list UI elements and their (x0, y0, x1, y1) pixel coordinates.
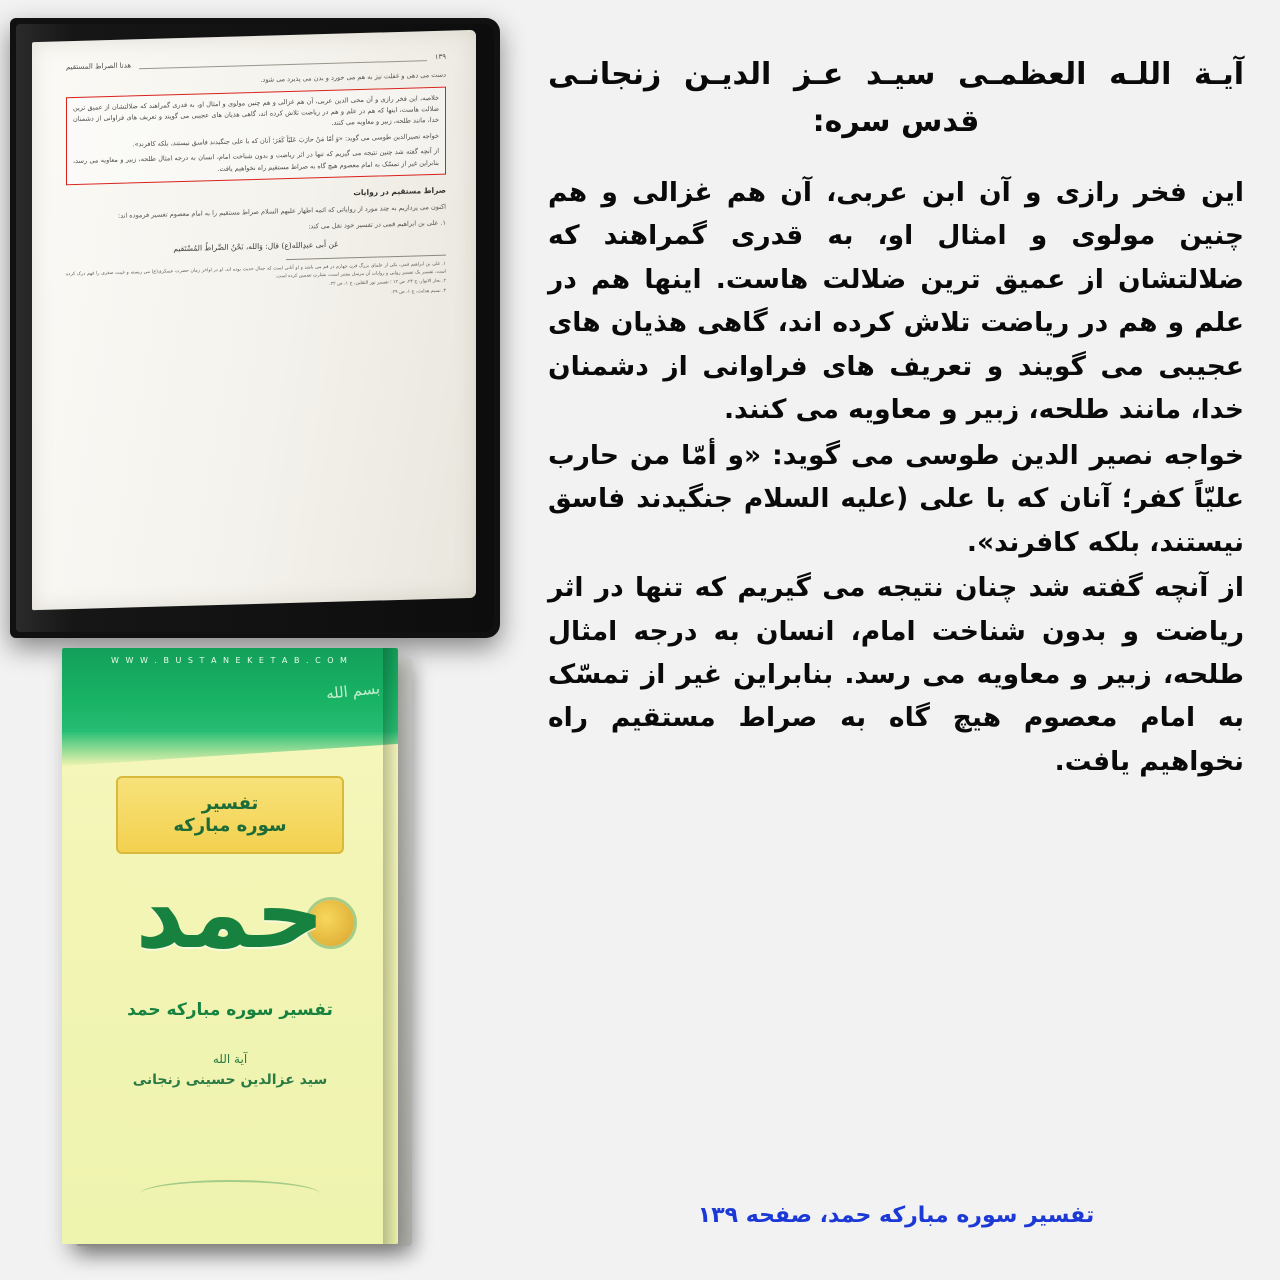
cover-author-label: آیة الله (212, 1052, 248, 1066)
highlight-paragraph-1: خلاصه، این فخر رازی و آن محی الدین عربی، آن هم غزالی و هم چنین مولوی و امثال او، به قدری گمراهند که ضلالتشان از عمیق ترین ضلالت هاست، اینها که هم در علم و هم در ریاضت تلاش کرده اند، گاهی هذیان های عجیبی می گویند و تعریف های فراوانی از دشمنان خدا، مانند طلحه، زبیر و معاویه می کنند. (73, 93, 439, 128)
bismillah-calligraphy: بسم الله (325, 679, 381, 703)
page-section-title: صراط مستقیم در روایات (353, 185, 446, 198)
cover-subtitle: تفسیر سوره مبارکه حمد (127, 1000, 333, 1020)
page-number: ۱۳۹ (434, 52, 446, 61)
book-cover-photo (62, 648, 442, 1260)
cover-spine (383, 648, 398, 1244)
book-images-column (0, 0, 520, 1280)
page-content (32, 30, 476, 610)
quote-paragraph-2: خواجه نصیر الدین طوسی می گوید: «و أمّا من حارب علیّاً کفر؛ آنان که با علی (علیه السلام جنگیدند فاسق نیستند، بلکه کافرند». (548, 439, 1244, 558)
page-numbered-item: ۱. علی بن ابراهیم قمی در تفسیر خود نقل می کند: (308, 219, 446, 231)
cover-flourish (140, 1180, 320, 1208)
red-highlight-box (66, 86, 446, 185)
page-arabic-quote: عَن أبی عبدِالله(ع) قال: وَالله، نَحْنُ الصِّراطُ المُسْتَقیم (173, 239, 339, 254)
footnote-rule (286, 255, 446, 260)
footnote-2: ۲. بحار الانوار، ج ۲۴، ص ۱۲ ؛ تفسیر نور الثقلین، ج ۱، ص ۲۲. (329, 279, 446, 288)
cover-main-title: حمد (135, 858, 325, 970)
cover-author-name: سید عزالدین حسینی زنجانی (132, 1072, 328, 1088)
publisher-website: W W W . B U S T A N E K E T A B . C O M (111, 656, 349, 665)
quote-paragraph-3: از آنچه گفته شد چنان نتیجه می گیریم که تنها در اثر ریاضت و بدون شناخت امام، انسان به درجه امثال طلحه، زبیر و معاویه می رسد. بنابراین غیر از تمسّک به امام معصوم هیچ گاه به صراط مستقیم راه نخواهیم یافت. (548, 572, 1244, 777)
book-page (32, 30, 476, 610)
running-head: هدنا الصراط المستقیم (66, 61, 132, 72)
quote-column (520, 0, 1280, 1280)
page-header (66, 51, 446, 74)
source-citation: تفسیر سوره مبارکه حمد، صفحه ۱۳۹ (697, 1203, 1095, 1228)
cover-badge-line2: سوره مبارکه (173, 815, 287, 836)
book-front-cover (62, 648, 398, 1244)
quote-heading: آیـة اللـه العظمـی سیـد عـز الدیـن زنجانـی قدس سره: (548, 57, 1244, 139)
cover-title-badge (116, 776, 344, 854)
footnote-3: ۳. نسیم هدایت، ج ۱، ص ۲۹. (391, 288, 446, 296)
highlight-paragraph-3: از آنچه گفته شد چنین نتیجه می گیریم که تنها در اثر ریاضت و بدون شناخت امام، انسان به درجه امثال طلحه، زبیر و معاویه می رسد، بنابراین غیر از تمسّک به امام معصوم هیچ گاه به صراط مستقیم راه نخواهیم یافت. (73, 146, 439, 173)
page-section-paragraph: اکنون می پردازیم به چند مورد از روایاتی که ائمه اطهار علیهم السلام صراط مستقیم را به امام معصوم تفسیر فرموده اند: (118, 202, 446, 220)
highlight-paragraph-2: خواجه نصیرالدین طوسی می گوید: «وَ أمّا مَنْ حارَبَ عَلیّاً کَفَرَ؛ آنان که با علی جنگیدند فاسق نیستند، بلکه کافرند». (132, 131, 439, 149)
quote-paragraph-1: این فخر رازی و آن ابن عربی، آن هم غزالی و هم چنین مولوی و امثال او، به قدری گمراهند که ضلالتشان از عمیق ترین ضلالت هاست. اینها هم در علم و هم در ریاضت تلاش کرده اند، گاهی هذیان های عجیبی می گویند و تعریف های فراوانی از دشمنان خدا، مانند طلحه، زبیر و معاویه می کنند. (548, 177, 1244, 426)
page-intro-paragraph: دست می دهی و غفلت نیز به هم می خورد و بدن می پذیرد می شود. (260, 70, 446, 85)
footnote-1: ۱. علی بن ابراهیم قمی، یکی از علمای بزرگ قرن چهارم در قم می باشد و او آنانی است که جدال حدیث بوده اند. او در اواخر زمان حضرت عسکری(ع) می زیسته و غیبت صغری را فهم درک کرده است. تفسیر یک تفسیر روایی و روایات آن مرسل معتبر است، بشارتِ تضمین کرده است. (66, 261, 446, 280)
quote-body (548, 171, 1244, 783)
cover-badge-line1: تفسیر (201, 792, 259, 814)
cover-badge-text (173, 793, 286, 838)
open-book-photo (10, 18, 500, 638)
header-rule (139, 60, 427, 69)
footnotes (66, 261, 446, 307)
